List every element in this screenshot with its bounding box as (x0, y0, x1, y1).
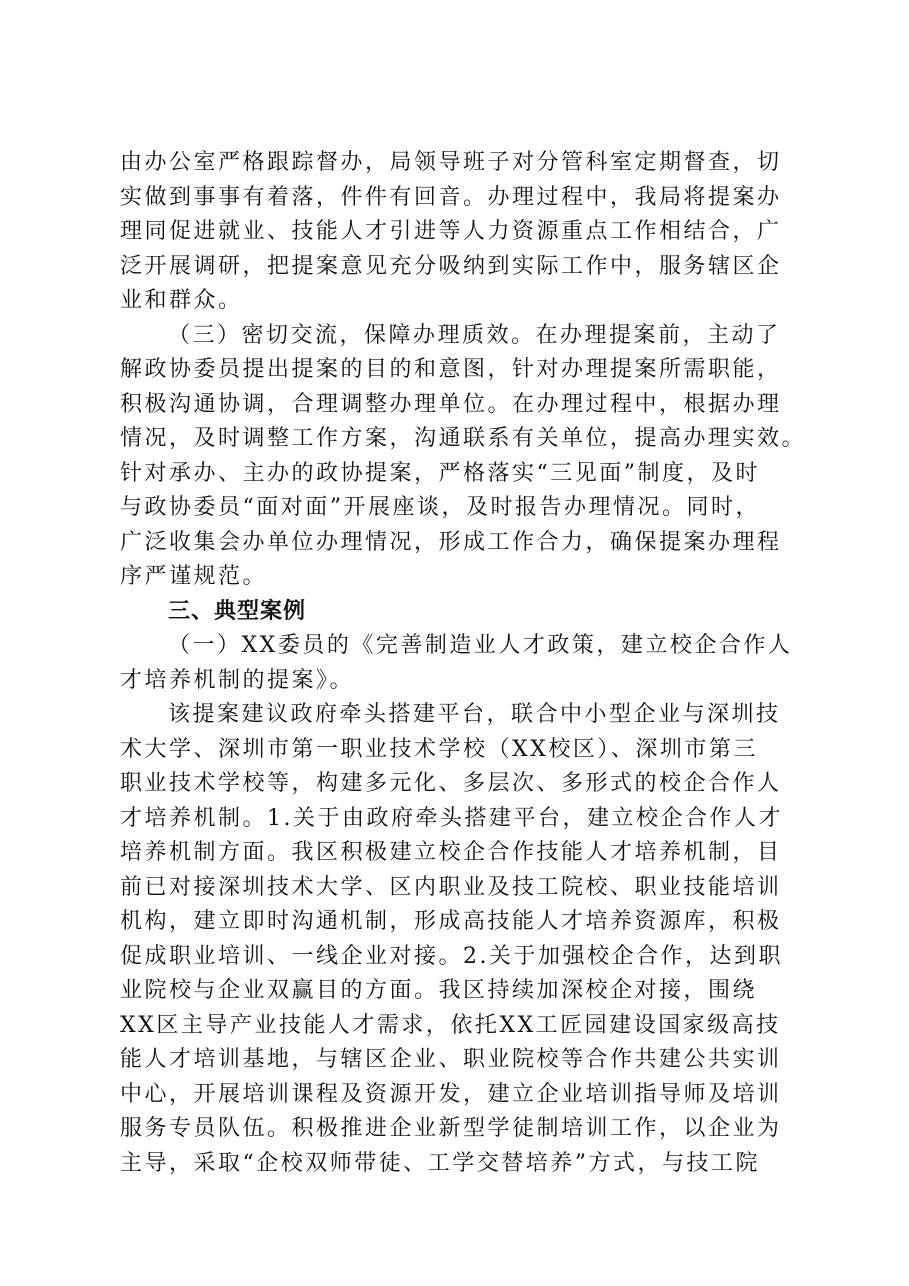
body-line: 业和群众。 (120, 288, 243, 313)
body-line: 业院校与企业双赢目的方面。我区持续加深校企对接，围绕 (120, 978, 758, 1003)
body-line: 服务专员队伍。积极推进企业新型学徒制培训工作，以企业为 (120, 1116, 782, 1141)
case-1-paragraph-start: 该提案建议政府牵头搭建平台，联合中小型企业与深圳技 (168, 702, 781, 727)
body-line: 机构，建立即时沟通机制，形成高技能人才培养资源库，积极 (120, 909, 782, 934)
body-line: 主导，采取“企校双师带徒、工学交替培养”方式，与技工院 (120, 1150, 760, 1176)
body-line: 泛开展调研，把提案意见充分吸纳到实际工作中，服务辖区企 (120, 253, 782, 279)
body-line: 解政协委员提出提案的目的和意图，针对办理提案所需职能， (120, 357, 782, 382)
body-line: 序严谨规范。 (120, 564, 268, 589)
body-line: 职业技术学校等，构建多元化、多层次、多形式的校企合作人 (120, 771, 782, 796)
section-3-paragraph-start: （三）密切交流，保障办理质效。在办理提案前，主动了 (168, 322, 781, 348)
body-line: 由办公室严格跟踪督办，局领导班子对分管科室定期督查，切 (120, 150, 782, 175)
body-line: 实做到事事有着落，件件有回音。办理过程中，我局将提案办 (120, 184, 782, 210)
body-line: 术大学、深圳市第一职业技术学校（XX校区）、深圳市第三 (120, 736, 758, 762)
case-1-title: （一）XX委员的《完善制造业人才政策，建立校企合作人 (168, 633, 793, 658)
body-line: 针对承办、主办的政协提案，严格落实“三见面”制度，及时 (120, 460, 760, 486)
body-line: 前已对接深圳技术大学、区内职业及技工院校、职业技能培训 (120, 874, 782, 900)
body-line: 与政协委员“面对面”开展座谈，及时报告办理情况。同时， (120, 495, 760, 520)
body-line: XX区主导产业技能人才需求，依托XX工匠园建设国家级高技 (120, 1012, 781, 1038)
body-line: 广泛收集会办单位办理情况，形成工作合力，确保提案办理程 (120, 529, 782, 555)
body-line: 情况，及时调整工作方案，沟通联系有关单位，提高办理实效。 (120, 426, 807, 451)
body-line: 培养机制方面。我区积极建立校企合作技能人才培养机制，目 (120, 840, 782, 865)
case-1-title-continued: 才培养机制的提案》。 (120, 667, 355, 693)
body-line: 促成职业培训、一线企业对接。2.关于加强校企合作，达到职 (120, 943, 783, 969)
body-line: 才培养机制。1.关于由政府牵头搭建平台，建立校企合作人才 (120, 805, 783, 831)
body-line: 理同促进就业、技能人才引进等人力资源重点工作相结合，广 (120, 219, 782, 244)
section-heading-typical-cases: 三、典型案例 (168, 598, 307, 624)
body-line: 中心，开展培训课程及资源开发，建立企业培训指导师及培训 (120, 1081, 782, 1107)
body-line: 积极沟通协调，合理调整办理单位。在办理过程中，根据办理 (120, 391, 782, 417)
body-line: 能人才培训基地，与辖区企业、职业院校等合作共建公共实训 (120, 1047, 782, 1072)
document-body (120, 146, 807, 1181)
